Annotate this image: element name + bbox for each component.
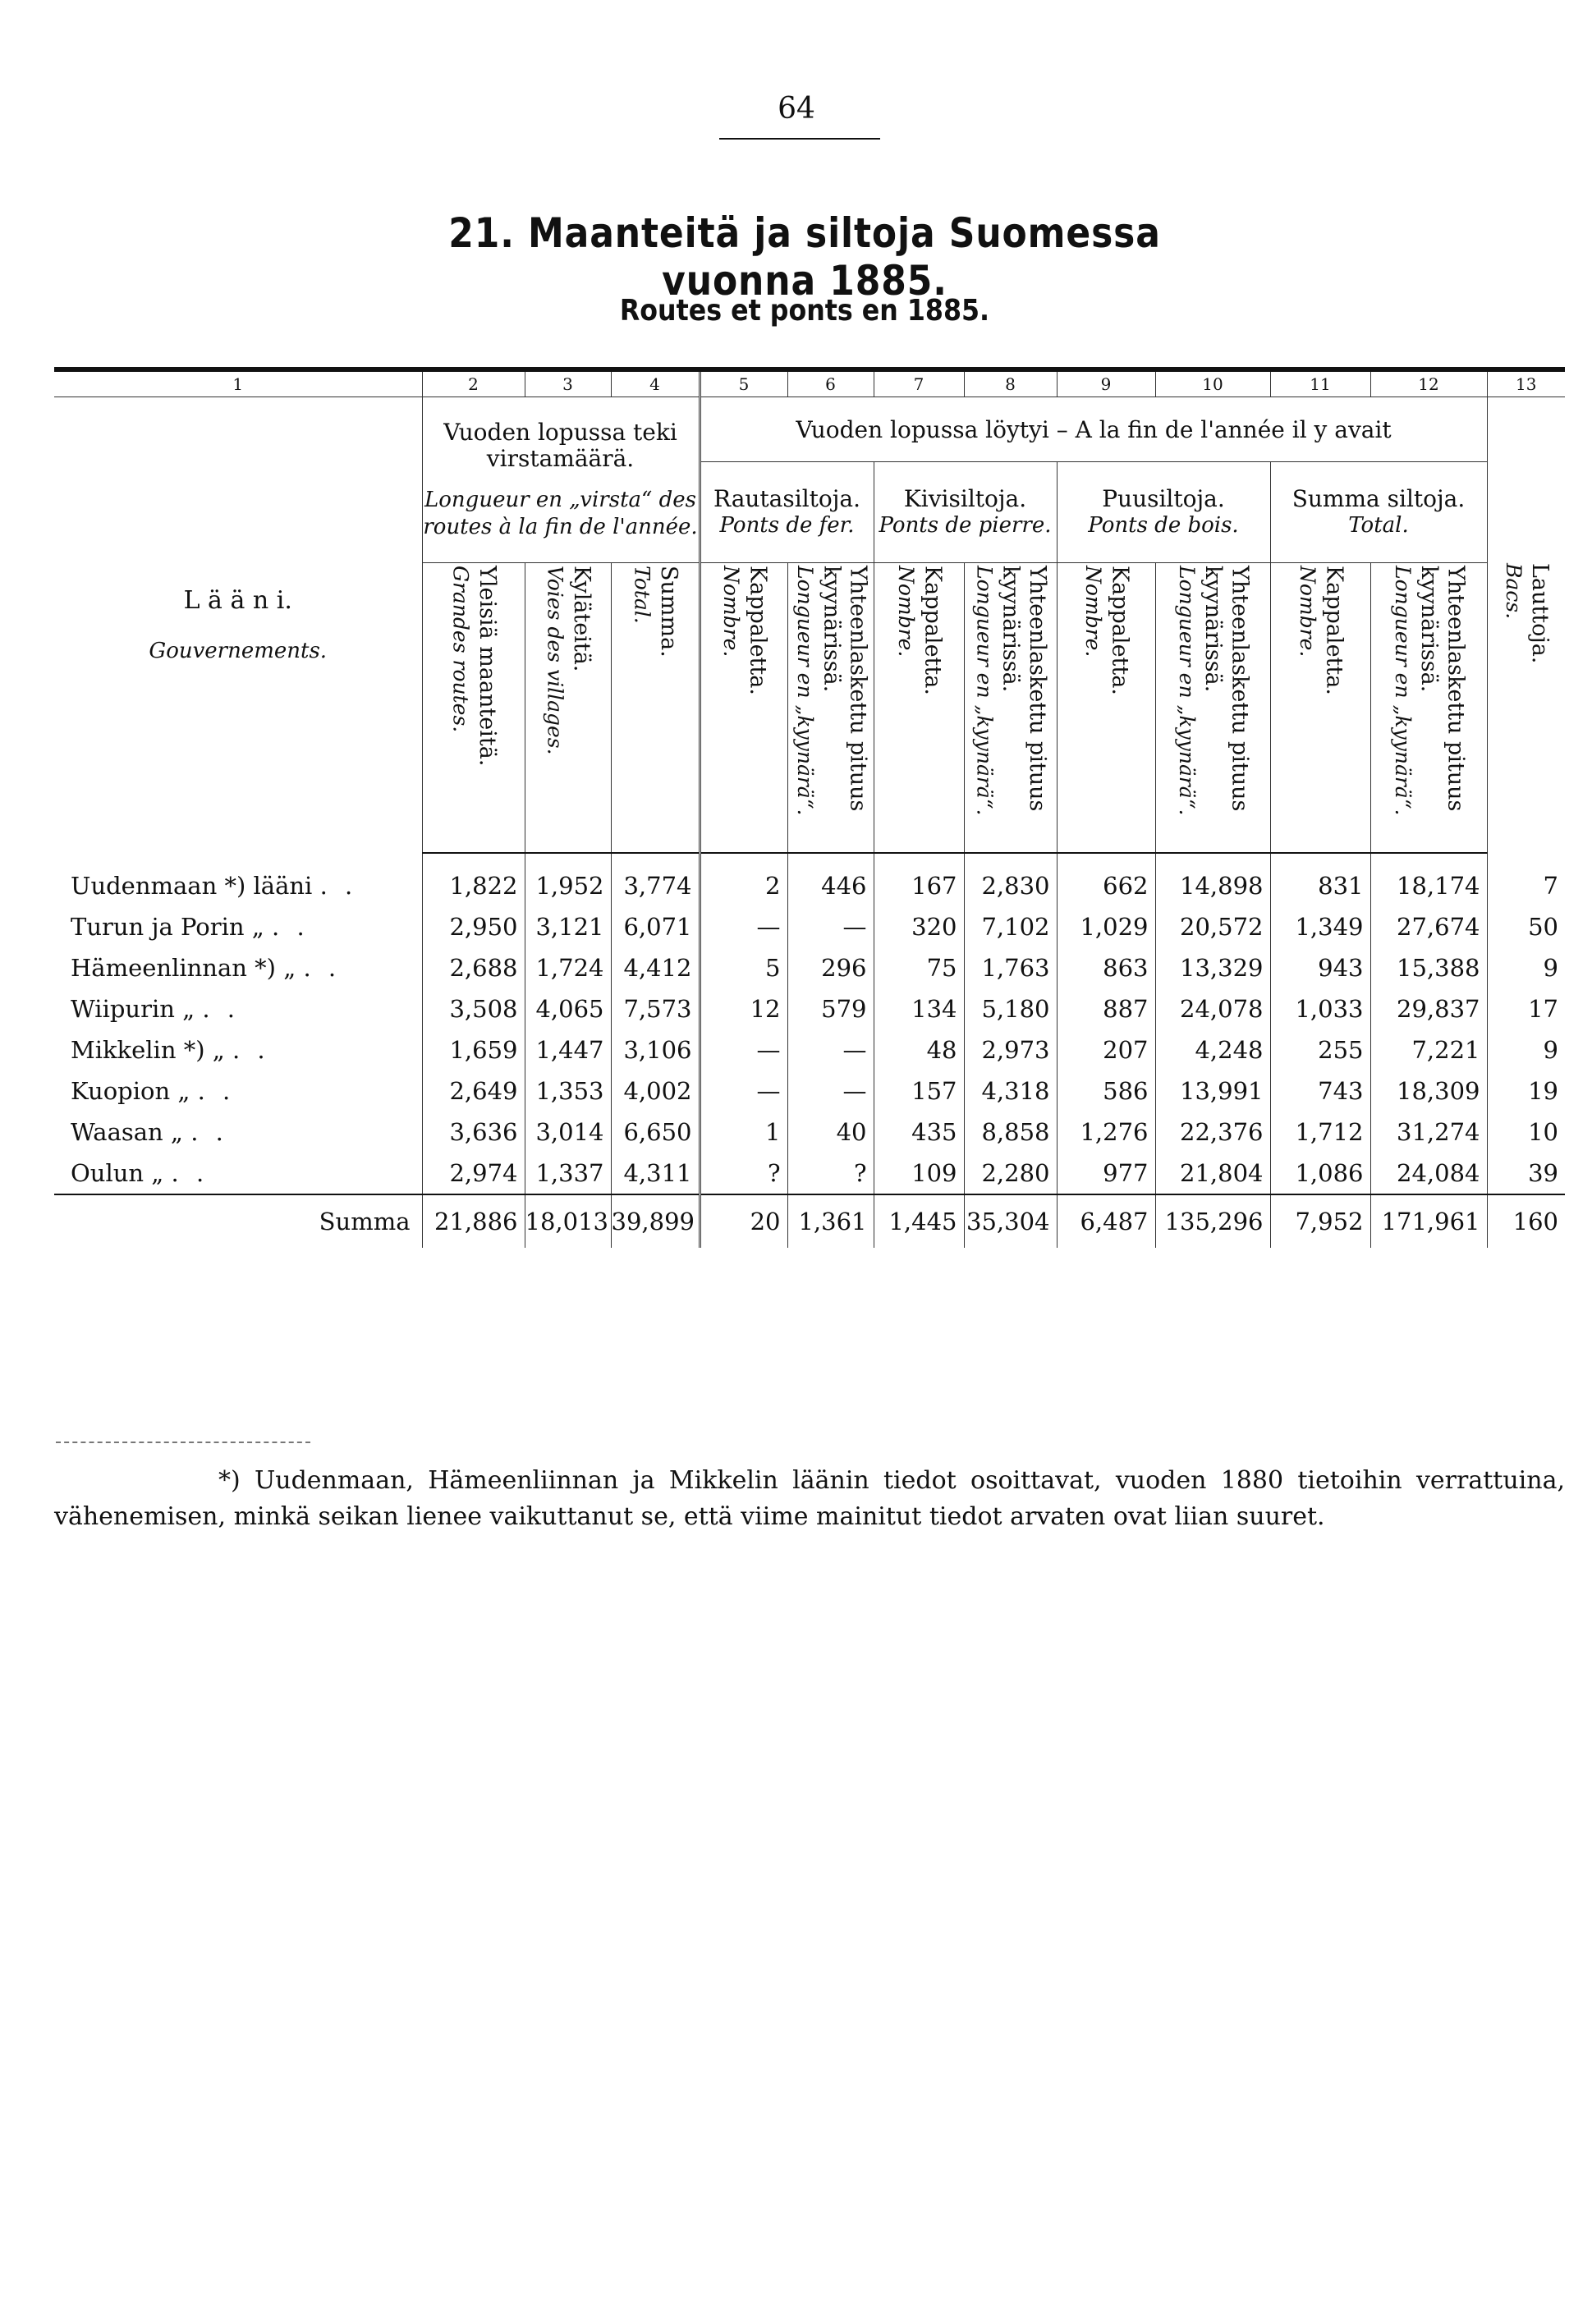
table-row [54, 1029, 1565, 1070]
count-text: Kappaletta. [1107, 565, 1133, 695]
leader-dots: . . [190, 1118, 228, 1146]
cell-ferries: 19 [1487, 1070, 1565, 1112]
length-text: Yhteenlaskettu pituus kyynärissä. [819, 565, 871, 811]
ferries-label-text: Lauttoja. [1527, 563, 1553, 664]
stone-label-fr: Ponts de pierre. [879, 513, 1052, 539]
length-label [791, 566, 871, 845]
cell-stone-length: 35,304 [964, 1194, 1057, 1248]
cell-wood-count: 207 [1057, 1029, 1155, 1070]
table-row [54, 853, 1565, 906]
cell-iron-length: 579 [787, 988, 874, 1029]
cell-total-routes: 39,899 [611, 1194, 700, 1248]
cell-grand-routes: 3,636 [422, 1112, 525, 1153]
village-routes-label [541, 566, 594, 845]
wood-label-fr: Ponts de bois. [1088, 513, 1239, 539]
wood-label: Puusiltoja. [1102, 485, 1225, 513]
iron-label: Rautasiltoja. [713, 485, 861, 513]
cell-village-routes: 1,447 [525, 1029, 611, 1070]
cell-ferries: 17 [1487, 988, 1565, 1029]
row-label [54, 906, 422, 947]
stone-label: Kivisiltoja. [903, 485, 1027, 513]
cell-sum-length: 29,837 [1370, 988, 1487, 1029]
stone-bridges-header [874, 462, 1057, 563]
cell-wood-count: 1,276 [1057, 1112, 1155, 1153]
length-label [1172, 566, 1252, 845]
cell-grand-routes: 2,950 [422, 906, 525, 947]
cell-stone-count: 75 [874, 947, 964, 988]
cell-village-routes: 3,121 [525, 906, 611, 947]
table-title: 21. Maanteitä ja siltoja Suomessa vuonna 1885. [448, 209, 1161, 305]
cell-village-routes: 4,065 [525, 988, 611, 1029]
row-label [54, 853, 422, 906]
bridges-group-header [700, 397, 1487, 462]
cell-total-routes: 6,650 [611, 1112, 700, 1153]
cell-sum-count: 255 [1270, 1029, 1370, 1070]
column-number: 5 [700, 369, 787, 397]
cell-iron-count: ? [700, 1153, 787, 1194]
cell-stone-length: 5,180 [964, 988, 1057, 1029]
cell-iron-length: — [787, 906, 874, 947]
cell-sum-count: 1,086 [1270, 1153, 1370, 1194]
cell-total-routes: 6,071 [611, 906, 700, 947]
cell-wood-length: 24,078 [1155, 988, 1270, 1029]
length-text-fr: Longueur en „kyynärä“. [1174, 565, 1199, 815]
cell-iron-count: 12 [700, 988, 787, 1029]
row-label-text: Mikkelin *) „ [71, 1036, 225, 1064]
length-text-fr: Longueur en „kyynärä“. [1390, 565, 1415, 815]
cell-grand-routes: 3,508 [422, 988, 525, 1029]
wood-count-header [1057, 563, 1155, 854]
roads-bridges-table [54, 367, 1565, 1248]
cell-iron-count: — [700, 1070, 787, 1112]
leader-dots: . . [303, 954, 342, 982]
statistics-table-container [54, 367, 1565, 1248]
cell-sum-count: 1,349 [1270, 906, 1370, 947]
ferries-header [1487, 397, 1565, 854]
footnote [54, 1463, 1565, 1535]
leader-dots: . . [319, 871, 358, 900]
cell-sum-count: 943 [1270, 947, 1370, 988]
cell-grand-routes: 21,886 [422, 1194, 525, 1248]
cell-iron-count: — [700, 1029, 787, 1070]
table-row [54, 988, 1565, 1029]
cell-sum-length: 7,221 [1370, 1029, 1487, 1070]
cell-sum-length: 24,084 [1370, 1153, 1487, 1194]
column-number: 4 [611, 369, 700, 397]
row-label-text: Hämeenlinnan *) „ [71, 954, 296, 982]
bridges-group-label: Vuoden lopussa löytyi – A la fin de l'année il y avait [796, 415, 1392, 443]
leader-dots: . . [202, 995, 241, 1023]
cell-grand-routes: 2,688 [422, 947, 525, 988]
leader-dots: . . [272, 913, 310, 941]
column-number: 1 [54, 369, 422, 397]
grand-routes-text-fr: Grandes routes. [448, 565, 473, 732]
cell-sum-length: 31,274 [1370, 1112, 1487, 1153]
cell-wood-count: 887 [1057, 988, 1155, 1029]
cell-iron-length: — [787, 1029, 874, 1070]
laani-label: L ä ä n i. [183, 585, 292, 615]
cell-stone-length: 7,102 [964, 906, 1057, 947]
cell-total-routes: 7,573 [611, 988, 700, 1029]
sum-bridges-label-fr: Total. [1348, 513, 1409, 539]
cell-grand-routes: 2,649 [422, 1070, 525, 1112]
total-routes-header [611, 563, 700, 854]
cell-wood-length: 20,572 [1155, 906, 1270, 947]
cell-stone-length: 8,858 [964, 1112, 1057, 1153]
table-row [54, 906, 1565, 947]
length-text-fr: Longueur en „kyynärä“. [972, 565, 997, 815]
gouvernement-header [54, 397, 422, 854]
cell-wood-length: 135,296 [1155, 1194, 1270, 1248]
row-label-text: Wiipurin „ [71, 995, 195, 1023]
length-text: Yhteenlaskettu pituus kyynärissä. [998, 565, 1051, 811]
cell-wood-count: 586 [1057, 1070, 1155, 1112]
row-label-text: Kuopion „ [71, 1077, 190, 1105]
cell-iron-count: 2 [700, 853, 787, 906]
wood-bridges-header [1057, 462, 1270, 563]
cell-iron-length: — [787, 1070, 874, 1112]
count-text-fr: Nombre. [719, 565, 743, 657]
column-number: 10 [1155, 369, 1270, 397]
cell-sum-length: 27,674 [1370, 906, 1487, 947]
cell-sum-length: 171,961 [1370, 1194, 1487, 1248]
routes-group-label: Vuoden lopussa teki virstamäärä. [443, 418, 677, 472]
cell-stone-count: 109 [874, 1153, 964, 1194]
cell-iron-count: — [700, 906, 787, 947]
column-number: 7 [874, 369, 964, 397]
row-label-text: Uudenmaan *) lääni [71, 871, 313, 900]
footnote-rule [56, 1442, 310, 1443]
row-label-text: Oulun „ [71, 1159, 164, 1187]
total-routes-text-fr: Total. [630, 565, 654, 624]
cell-sum-length: 15,388 [1370, 947, 1487, 988]
cell-sum-length: 18,309 [1370, 1070, 1487, 1112]
count-text: Kappaletta. [1321, 565, 1347, 695]
cell-iron-length: 40 [787, 1112, 874, 1153]
cell-stone-length: 4,318 [964, 1070, 1057, 1112]
length-text: Yhteenlaskettu pituus kyynärissä. [1416, 565, 1469, 811]
ferries-label-fr: Bacs. [1501, 563, 1525, 620]
cell-ferries: 50 [1487, 906, 1565, 947]
row-label [54, 988, 422, 1029]
iron-length-header [787, 563, 874, 854]
count-text-fr: Nombre. [894, 565, 918, 657]
row-label-text: Turun ja Porin „ [71, 913, 264, 941]
length-text-fr: Longueur en „kyynärä“. [792, 565, 817, 815]
cell-village-routes: 1,724 [525, 947, 611, 988]
count-text-fr: Nombre. [1081, 565, 1105, 657]
count-label [718, 566, 771, 845]
footnote-text: *) Uudenmaan, Hämeenliinnan ja Mikkelin läänin tiedot osoittavat, vuoden 1880 tietoihin verrattuina, vähenemisen, minkä seikan lienee vaikuttanut se, että viime mainitut tiedot arvaten ovat liian suuret. [54, 1466, 1565, 1531]
cell-total-routes: 4,412 [611, 947, 700, 988]
column-number: 6 [787, 369, 874, 397]
cell-total-routes: 4,002 [611, 1070, 700, 1112]
count-text: Kappaletta. [920, 565, 946, 695]
count-label [892, 566, 946, 845]
cell-iron-count: 1 [700, 1112, 787, 1153]
sum-count-header [1270, 563, 1370, 854]
column-number: 13 [1487, 369, 1565, 397]
total-routes-label [628, 566, 681, 845]
cell-ferries: 10 [1487, 1112, 1565, 1153]
cell-total-routes: 4,311 [611, 1153, 700, 1194]
cell-iron-length: 446 [787, 853, 874, 906]
stone-count-header [874, 563, 964, 854]
column-number: 9 [1057, 369, 1155, 397]
cell-iron-length: 1,361 [787, 1194, 874, 1248]
sum-row-label: Summa [54, 1194, 422, 1248]
cell-stone-length: 2,973 [964, 1029, 1057, 1070]
sum-bridges-label: Summa siltoja. [1291, 485, 1466, 513]
cell-wood-length: 4,248 [1155, 1029, 1270, 1070]
cell-wood-count: 863 [1057, 947, 1155, 988]
column-number-row [54, 369, 1565, 397]
cell-stone-count: 320 [874, 906, 964, 947]
cell-stone-length: 2,830 [964, 853, 1057, 906]
cell-village-routes: 3,014 [525, 1112, 611, 1153]
cell-iron-length: 296 [787, 947, 874, 988]
ferries-label [1499, 563, 1553, 842]
cell-sum-count: 743 [1270, 1070, 1370, 1112]
row-label [54, 1112, 422, 1153]
village-routes-text: Kyläteitä. [568, 565, 594, 672]
sum-bridges-header [1270, 462, 1487, 563]
sum-row [54, 1194, 1565, 1248]
cell-ferries: 9 [1487, 947, 1565, 988]
length-text: Yhteenlaskettu pituus kyynärissä. [1200, 565, 1253, 811]
count-label [1080, 566, 1133, 845]
grand-routes-text: Yleisiä maanteitä. [474, 565, 500, 766]
cell-sum-count: 1,033 [1270, 988, 1370, 1029]
cell-stone-count: 157 [874, 1070, 964, 1112]
page-number-rule [719, 138, 880, 140]
cell-iron-count: 5 [700, 947, 787, 988]
cell-ferries: 160 [1487, 1194, 1565, 1248]
cell-stone-count: 1,445 [874, 1194, 964, 1248]
routes-group-label-fr: Longueur en „virsta“ des routes à la fin de l'année. [423, 488, 698, 539]
cell-village-routes: 1,952 [525, 853, 611, 906]
cell-total-routes: 3,106 [611, 1029, 700, 1070]
cell-stone-count: 48 [874, 1029, 964, 1070]
table-row [54, 1070, 1565, 1112]
cell-ferries: 9 [1487, 1029, 1565, 1070]
iron-count-header [700, 563, 787, 854]
cell-wood-length: 22,376 [1155, 1112, 1270, 1153]
cell-sum-count: 1,712 [1270, 1112, 1370, 1153]
table-subtitle: Routes et ponts en 1885. [619, 294, 990, 328]
row-label [54, 1029, 422, 1070]
count-text: Kappaletta. [745, 565, 771, 695]
cell-wood-length: 13,991 [1155, 1070, 1270, 1112]
leader-dots: . . [171, 1159, 209, 1187]
grand-routes-header [422, 563, 525, 854]
row-label [54, 1153, 422, 1194]
cell-wood-count: 977 [1057, 1153, 1155, 1194]
table-row [54, 947, 1565, 988]
column-number: 3 [525, 369, 611, 397]
cell-total-routes: 3,774 [611, 853, 700, 906]
grand-routes-label [447, 566, 500, 845]
row-label [54, 947, 422, 988]
cell-wood-count: 1,029 [1057, 906, 1155, 947]
cell-ferries: 7 [1487, 853, 1565, 906]
row-label-text: Waasan „ [71, 1118, 183, 1146]
count-text-fr: Nombre. [1296, 565, 1319, 657]
cell-wood-length: 21,804 [1155, 1153, 1270, 1194]
stone-length-header [964, 563, 1057, 854]
cell-grand-routes: 2,974 [422, 1153, 525, 1194]
cell-sum-length: 18,174 [1370, 853, 1487, 906]
table-row [54, 1112, 1565, 1153]
column-number: 8 [964, 369, 1057, 397]
village-routes-text-fr: Voies des villages. [543, 565, 567, 755]
cell-stone-count: 134 [874, 988, 964, 1029]
cell-stone-length: 2,280 [964, 1153, 1057, 1194]
total-routes-text: Summa. [655, 565, 681, 658]
cell-sum-count: 831 [1270, 853, 1370, 906]
length-label [1388, 566, 1468, 845]
leader-dots: . . [232, 1036, 270, 1064]
table-row [54, 1153, 1565, 1194]
cell-stone-length: 1,763 [964, 947, 1057, 988]
length-label [970, 566, 1050, 845]
sum-length-header [1370, 563, 1487, 854]
cell-wood-count: 662 [1057, 853, 1155, 906]
cell-ferries: 39 [1487, 1153, 1565, 1194]
cell-village-routes: 18,013 [525, 1194, 611, 1248]
cell-iron-length: ? [787, 1153, 874, 1194]
count-label [1294, 566, 1347, 845]
leader-dots: . . [197, 1077, 236, 1105]
cell-wood-length: 13,329 [1155, 947, 1270, 988]
cell-sum-count: 7,952 [1270, 1194, 1370, 1248]
routes-group-header [422, 397, 700, 563]
cell-stone-count: 167 [874, 853, 964, 906]
cell-wood-count: 6,487 [1057, 1194, 1155, 1248]
cell-village-routes: 1,353 [525, 1070, 611, 1112]
group-header-row [54, 397, 1565, 462]
row-label [54, 1070, 422, 1112]
wood-length-header [1155, 563, 1270, 854]
column-number: 12 [1370, 369, 1487, 397]
cell-iron-count: 20 [700, 1194, 787, 1248]
column-number: 2 [422, 369, 525, 397]
column-number: 11 [1270, 369, 1370, 397]
cell-grand-routes: 1,822 [422, 853, 525, 906]
iron-label-fr: Ponts de fer. [719, 513, 855, 539]
laani-label-fr: Gouvernements. [149, 638, 328, 663]
iron-bridges-header [700, 462, 874, 563]
village-routes-header [525, 563, 611, 854]
cell-stone-count: 435 [874, 1112, 964, 1153]
page-number: 64 [778, 92, 815, 126]
cell-village-routes: 1,337 [525, 1153, 611, 1194]
cell-wood-length: 14,898 [1155, 853, 1270, 906]
cell-grand-routes: 1,659 [422, 1029, 525, 1070]
